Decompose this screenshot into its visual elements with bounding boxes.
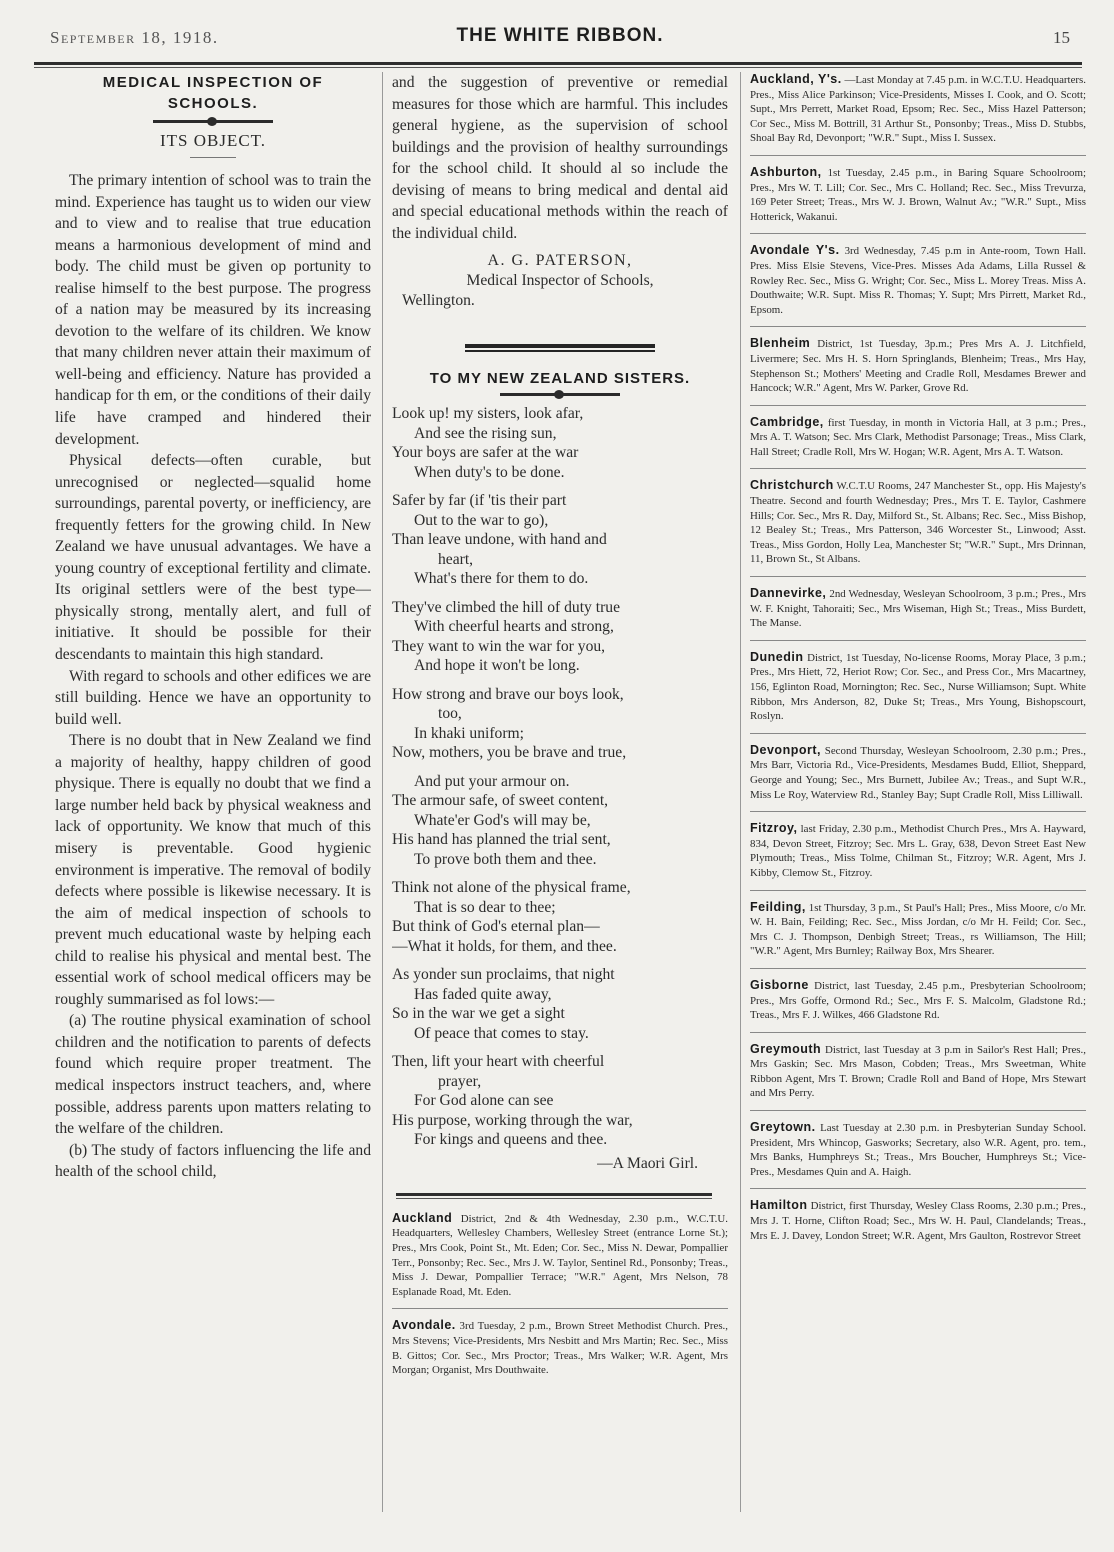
poem-line: Now, mothers, you be brave and true, <box>392 744 627 762</box>
column-2 <box>392 72 728 1396</box>
article-paragraph: (a) The routine physical examination of school children and the notification to parents of defects found which require proper treatment. The medical inspectors instruct teachers, and, where possible, address parents upon matters relating to the welfare of the children. <box>55 1012 371 1138</box>
header-rule <box>34 62 1082 65</box>
branch-directory <box>750 72 1086 1252</box>
branch-entry <box>750 415 1086 470</box>
column-divider <box>740 72 741 1512</box>
branch-entry <box>750 1198 1086 1252</box>
branch-details: Second Thursday, Wesleyan Schoolroom, 2.30 p.m.; Pres., Mrs Barr, Victoria Rd., Vice-Presidents, Mesdames Budd, Elliot, Sheppard, George and Young; Sec., Mrs Burnett, Jubilee Av.; Treas., and Supt W.R., Miss Le Roy, Waterview Rd., Stanley Bay; Supt Cradle Roll, Miss Lilliwall. <box>750 744 1086 801</box>
branch-name: Greymouth <box>750 1041 822 1056</box>
branch-entry <box>750 1120 1086 1189</box>
poem-line: They want to win the war for you, <box>392 637 606 655</box>
branch-entry <box>392 1211 728 1310</box>
branch-name: Christchurch <box>750 478 834 493</box>
signature-role: Medical Inspector of Schools, <box>466 272 654 290</box>
branch-details: W.C.T.U Rooms, 247 Manchester St., opp. His Majesty's Theatre. Second and fourth Wednesday; Pres., Mrs T. E. Taylor, Cashmere Hills; Cor. Sec., Mrs R. Day, Milford St., St. Albans; Rec. Sec., Miss Bishop, 12 Bealey St.; Treas., Mrs Patterson, 346 Worcester St., Linwood; Asst. Treas., Miss Gordon, Holly Lea, Manchester St; "W.R." Supt., Mrs Drinnan, 11, Brown St., St Albans. <box>750 480 1086 566</box>
branch-details: District, last Tuesday at 3 p.m in Sailor's Rest Hall; Pres., Mrs Gaskin; Sec. Mrs Mason, Cobden; Treas., Mrs Sweetman, White Ribbon Agent, Mrs T. Brown; Cradle Roll and Band of Hope, Mrs Stewart and Mrs Perry. <box>750 1043 1086 1100</box>
article-paragraph: With regard to schools and other edifices we are still building. Hence we have an opportunity to build well. <box>55 667 371 728</box>
page-header <box>50 22 1070 56</box>
poem-line: too, <box>438 705 462 723</box>
branch-name: Ashburton, <box>750 164 822 179</box>
branch-details: District, 2nd & 4th Wednesday, 2.30 p.m., W.C.T.U. Headquarters, Wellesley Chambers, Wellesley Street (entrance Lorne St.); Pres., Mrs Cook, Point St., Mt. Eden; Cor. Sec., Miss N. Dewar, Pompallier Terr., Ponsonby; Rec. Sec., Mrs J. W. Taylor, Sentinel Rd., Ponsonby; Treas., Miss J. Dewar, Pompallier Terrace; "W.R." Agent, Mrs Nelson, 78 Esplanade Road, Mt. Eden. <box>392 1212 728 1298</box>
article-title: MEDICAL INSPECTION OF SCHOOLS. <box>102 74 324 112</box>
poem-line: How strong and brave our boys look, <box>392 685 624 703</box>
poem-stanza <box>392 685 728 763</box>
branch-name: Feilding, <box>750 899 806 914</box>
branch-details: District, 1st Tuesday, 3p.m.; Pres Mrs A. J. Litchfield, Livermere; Sec. Mrs H. S. Horn Springlands, Blenheim; Treas., Mrs Hay, Stephenson St.; Mothers' Meeting and Cradle Roll, Mesdames Brewer and Hancock; W.R." Agent, Mrs W. Parker, Grove Rd. <box>750 338 1086 395</box>
branch-name: Auckland <box>392 1210 453 1225</box>
poem-stanza <box>392 1052 728 1150</box>
branch-details: 1st Tuesday, 2.45 p.m., in Baring Square Schoolroom; Pres., Mrs W. T. Lill; Cor. Sec., Mrs C. Holland; Rec. Sec., Miss Trevurza, 169 Peter Street; Treas., Mrs W. J. Brown, Walnut Av.; "W.R." Supt., Miss Hotterick, Wakanui. <box>750 166 1086 223</box>
branch-entry <box>750 743 1086 812</box>
article-paragraph: There is no doubt that in New Zealand we find a majority of healthy, happy children of good physique. There is equally no doubt that we find a large number held back by physical weakness and lack of opportunity. We know that much of this misery is preventable. Good hygienic environment is imperative. The removal of bodily defects where possible is likewise necessary. It is the aim of medical inspection of schools to prevent much educational waste by helping each child to realise his physical and mental best. The essential work of school medical officers may be roughly summarised as fol lows:— <box>55 732 371 1008</box>
short-divider <box>190 157 236 158</box>
poem-line: Think not alone of the physical frame, <box>392 879 631 897</box>
branch-name: Avondale. <box>392 1318 456 1333</box>
poem-line: Safer by far (if 'tis their part <box>392 492 567 510</box>
poem-line: heart, <box>438 550 474 568</box>
poem-body <box>392 404 728 1150</box>
branch-details: 2nd Wednesday, Wesleyan Schoolroom, 3 p.m.; Pres., Mrs W. F. Knight, Tahoraiti; Sec., Mrs Wiseman, High St.; Treas., Miss Burdett, The Manse. <box>750 588 1086 630</box>
poem-line: prayer, <box>438 1072 482 1090</box>
poem-line: Then, lift your heart with cheerful <box>392 1053 605 1071</box>
branch-details: 3rd Wednesday, 7.45 p.m in Ante-room, Town Hall. Pres. Miss Elsie Stevens, Vice-Pres. Misses Ada Adams, Lilla Russel & Rowley Rec. Sec., Miss G. Wright; Cor. Sec., Miss L. Morey Treas. Miss A. Douthwaite; W.R. Supt. Miss R. Thomas; Y. Supt; Mrs Pirrett, Market Rd., Epsom. <box>750 245 1086 316</box>
section-rule <box>465 344 655 348</box>
poem-line: To prove both them and thee. <box>414 850 597 868</box>
branch-directory <box>392 1211 728 1387</box>
poem-line: For kings and queens and thee. <box>414 1131 608 1149</box>
article-continuation <box>392 72 728 244</box>
poem-stanza <box>392 491 728 589</box>
poem-line: The armour safe, of sweet content, <box>392 792 609 810</box>
branch-details: last Friday, 2.30 p.m., Methodist Church Pres., Mrs A. Hayward, 834, Devon Street, Fitzroy; Sec. Mrs L. Gray, 638, Devon Street East New Plymouth; Treas., Miss Tolme, Chilman St., Fitzroy; W.R. Agent, Mrs J. Kibby, Clemow St., Fitzroy. <box>750 823 1086 879</box>
branch-name: Greytown. <box>750 1120 816 1135</box>
branch-name: Hamilton <box>750 1198 808 1213</box>
branch-entry <box>750 72 1086 156</box>
header-rule-thin <box>34 67 1082 68</box>
poem-stanza <box>392 598 728 676</box>
poem-line: Your boys are safer at the war <box>392 444 579 462</box>
page-number: 15 <box>1053 28 1070 47</box>
branch-name: Blenheim <box>750 336 811 351</box>
poem-line: And put your armour on. <box>414 772 570 790</box>
poem-line: —What it holds, for them, and thee. <box>392 937 617 955</box>
branch-entry <box>750 336 1086 405</box>
branch-details: Last Tuesday at 2.30 p.m. in Presbyterian Sunday School. President, Mrs Whincop, Gasworks; Secretary, also W.R. Agent, pro. tem., Mrs Banks, Humphreys St.; Treas., Mrs Boucher, Humphreys St.; Vice-Pres., Mesdames Quin and A. Haigh. <box>750 1122 1086 1178</box>
branch-name: Cambridge, <box>750 414 824 429</box>
directory-rule-thin <box>396 1198 712 1199</box>
branch-details: —Last Monday at 7.45 p.m. in W.C.T.U. Headquarters. Pres., Miss Alice Parkinson; Vice-Presidents, Misses I. Cook, and O. Scott; Supt., Mrs Perrett, Market Road, Epsom; Rec. Sec., Miss Hazel Patterson; Cor Sec., Miss M. Bottrill, 31 Arthur St., Ponsonby; Treas., Miss D. Stubbs, Shoal Bay Rd, Devonport; "W.R." Supt., Miss I. Sussex. <box>750 74 1086 145</box>
branch-name: Gisborne <box>750 977 809 992</box>
signature-name: A. G. PATERSON, <box>487 252 633 270</box>
section-rule-thin <box>465 350 655 352</box>
poem-line: For God alone can see <box>414 1092 554 1110</box>
poem-line: What's there for them to do. <box>414 570 589 588</box>
poem-stanza <box>392 965 728 1043</box>
article-body <box>55 170 371 1183</box>
article-paragraph: and the suggestion of preventive or remedial measures for those which are harmful. This includes general hygiene, as the supervision of school buildings and the provision of healthy surroundings for the school child. It should al so include the devising of means to bring medical and dental aid and special educational methods within the reach of the individual child. <box>392 74 728 242</box>
issue-date: September 18, 1918. <box>50 28 219 47</box>
column-divider <box>382 72 383 1512</box>
branch-entry <box>750 165 1086 234</box>
branch-entry <box>750 650 1086 734</box>
poem-line: And hope it won't be long. <box>414 657 580 675</box>
ornament-divider <box>153 120 273 123</box>
branch-entry <box>750 478 1086 577</box>
poem-title: TO MY NEW ZEALAND SISTERS. <box>429 370 691 388</box>
branch-entry <box>750 586 1086 641</box>
branch-name: Auckland, Y's. <box>750 72 842 86</box>
poem-stanza <box>392 404 728 482</box>
poem-line: So in the war we get a sight <box>392 1005 565 1023</box>
branch-entry <box>750 243 1086 327</box>
branch-entry <box>750 1042 1086 1111</box>
branch-name: Avondale Y's. <box>750 243 840 258</box>
poem-line: They've climbed the hill of duty true <box>392 598 620 616</box>
branch-details: first Tuesday, in month in Victoria Hall, at 3 p.m.; Pres., Mrs A. T. Watson; Sec. Mrs Clark, Methodist Parsonage; Treas., Miss Clark, Hall Street; Cradle Roll, Mrs W. Hogan; W.R. Agent, Mrs A. T. Watson. <box>750 416 1086 458</box>
branch-details: 1st Thursday, 3 p.m., St Paul's Hall; Pres., Miss Moore, c/o Mr. W. H. Bain, Feilding; Rec. Sec., Miss Jordan, c/o Mr H. Feild; Cor. Sec., Mrs C. J. Thompson, Denbigh Street; Treas., rs Williamson, The Hill; "W.R." Agent, Mrs Burnley; Railway Box, Mrs Shearer. <box>750 901 1086 958</box>
branch-entry <box>392 1318 728 1386</box>
article-paragraph: Physical defects—often curable, but unrecognised or neglected—squalid home surroundings, parental poverty, or inefficiency, are frequently fetters for the growing child. In New Zealand we have unusual advantages. We have a young country of exceptional fertility and climate. Its original settlers were of the best type—physically strong, mentally alert, and full of initiative. It should be possible for their descendants to maintain this high standard. <box>55 452 371 664</box>
article-paragraph: (b) The study of factors influencing the life and health of the school child, <box>55 1141 371 1181</box>
poem-line: When duty's to be done. <box>414 463 565 481</box>
poem-line: In khaki uniform; <box>414 724 525 742</box>
poem-line: And see the rising sun, <box>414 424 557 442</box>
poem-line: Look up! my sisters, look afar, <box>392 405 584 423</box>
poem-stanza <box>392 772 728 870</box>
poem-line: With cheerful hearts and strong, <box>414 618 614 636</box>
branch-details: District, last Tuesday, 2.45 p.m., Presbyterian Schoolroom; Pres., Mrs Goffe, Ormond Rd.; Sec., Mrs F. S. Malcolm, Gladstone Rd.; Treas., Mrs F. J. Wilkes, 466 Gladstone Rd. <box>750 979 1086 1022</box>
poem-line: Has faded quite away, <box>414 985 552 1003</box>
poem-line: That is so dear to thee; <box>414 898 556 916</box>
branch-name: Devonport, <box>750 742 821 757</box>
branch-details: 3rd Tuesday, 2 p.m., Brown Street Methodist Church. Pres., Mrs Stevens; Vice-Presidents, Mrs Nesbitt and Mrs Martin; Rec. Sec., Miss B. Gittos; Cor. Sec., Mrs Proctor; Treas., Mrs Walker; W.R. Agent, Mrs Morgan; Organist, Mrs Douthwaite. <box>392 1320 728 1377</box>
article-paragraph: The primary intention of school was to train the mind. Experience has taught us to widen our view and to view and to realise that true education means a harmonious development of mind and body. The child must be given op portunity to realise himself to the best purpose. The progress of a nation may be measured by its increasing devotion to the welfare of its children. We know that many children never attain their maximum of well-being and efficiency. Nature has provided a handicap for th em, or the conditions of their daily life have cramped and hindered their development. <box>55 172 371 448</box>
branch-details: District, first Thursday, Wesley Class Rooms, 2.30 p.m.; Pres., Mrs J. T. Horne, Clifton Road; Sec., Mrs W. H. Paul, Clandelands; Treas., Mrs E. J. Davey, London Street; W.R. Agent, Mrs Gaulton, Rostrevor Street <box>750 1200 1086 1242</box>
branch-name: Dannevirke, <box>750 586 827 601</box>
branch-details: District, 1st Tuesday, No-license Rooms, Moray Place, 3 p.m.; Pres., Mrs Hiett, 72, Heriot Row; Cor. Sec., and Press Cor., Mrs Macartney, 156, Eglinton Road, Mornington; Rec. Sec., Nurse Williamson; Supt. White Ribbon, Mrs Anderson, 82, Duke St; Treas., Mrs Young, Bishopscourt, Roslyn. <box>750 651 1086 723</box>
branch-entry <box>750 821 1086 890</box>
poem-line: As yonder sun proclaims, that night <box>392 966 615 984</box>
directory-rule <box>396 1193 712 1196</box>
column-1 <box>55 72 371 1183</box>
publication-title: THE WHITE RIBBON. <box>456 25 664 46</box>
branch-name: Dunedin <box>750 649 804 664</box>
column-3 <box>750 72 1086 1261</box>
article-subtitle: ITS OBJECT. <box>159 131 267 150</box>
poem-line: Than leave undone, with hand and <box>392 531 607 549</box>
poem-line: But think of God's eternal plan— <box>392 918 600 936</box>
branch-name: Fitzroy, <box>750 821 798 836</box>
branch-entry <box>750 900 1086 969</box>
poem-line: His hand has planned the trial sent, <box>392 831 611 849</box>
ornament-divider <box>500 393 620 396</box>
poem-stanza <box>392 878 728 956</box>
branch-entry <box>750 978 1086 1033</box>
poem-line: Out to the war to go), <box>414 511 549 529</box>
poem-line: His purpose, working through the war, <box>392 1111 633 1129</box>
poem-line: Whate'er God's will may be, <box>414 811 591 829</box>
poem-line: Of peace that comes to stay. <box>414 1024 589 1042</box>
signature-place: Wellington. <box>402 292 475 310</box>
poem-author: —A Maori Girl. <box>597 1154 698 1172</box>
